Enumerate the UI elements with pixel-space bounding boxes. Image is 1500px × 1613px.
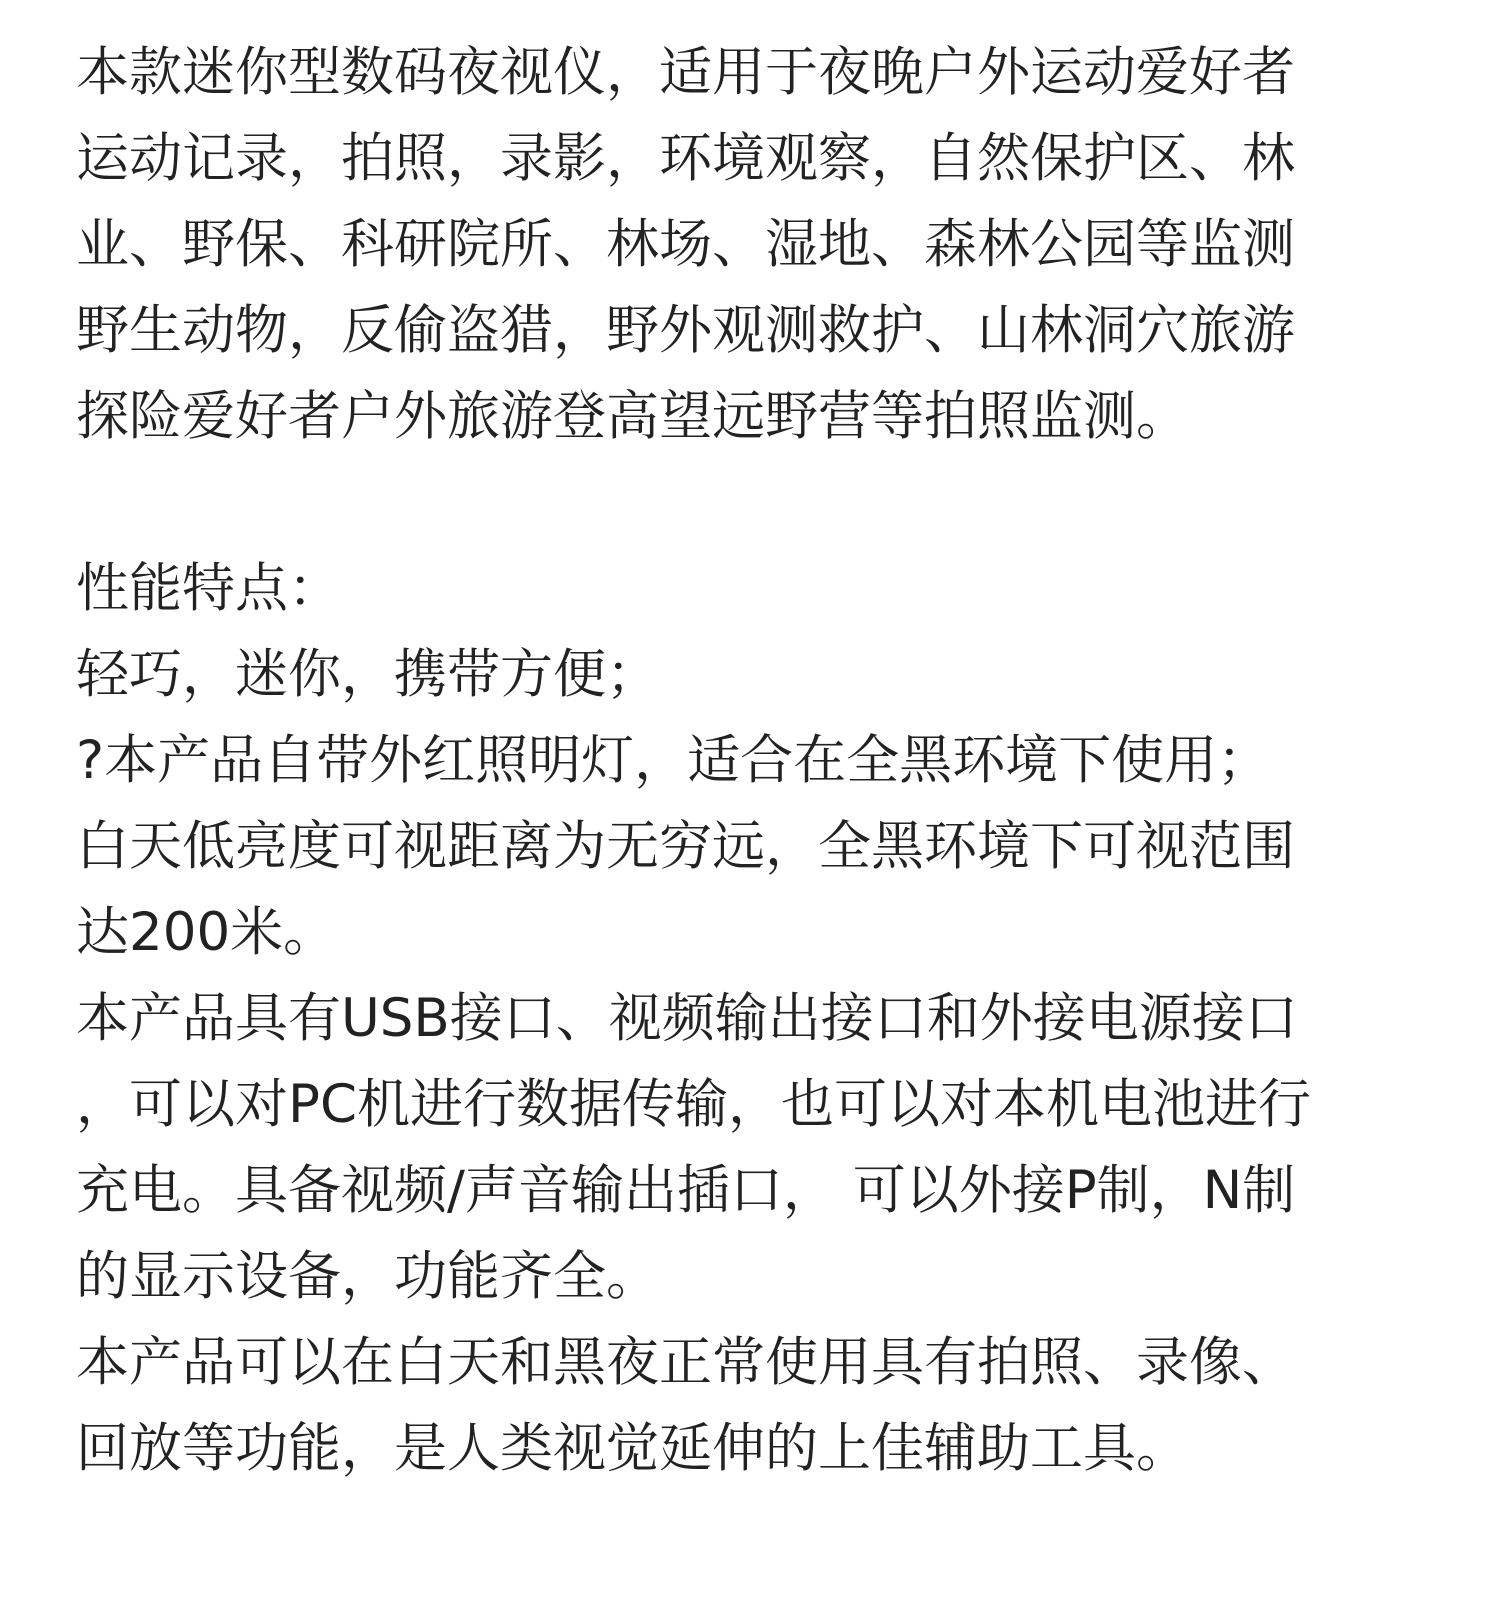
feature-line: 达200米。 [76, 902, 337, 963]
feature-line: 的显示设备，功能齐全。 [76, 1246, 659, 1307]
intro-line: 探险爱好者户外旅游登高望远野营等拍照监测。 [76, 386, 1189, 447]
intro-line: 野生动物，反偷盗猎，野外观测救护、山林洞穴旅游 [76, 300, 1295, 361]
feature-line: 轻巧，迷你，携带方便； [76, 644, 659, 705]
paragraph-spacer [76, 460, 1416, 546]
feature-line: ，可以对PC机进行数据传输，也可以对本机电池进行 [76, 1074, 1311, 1135]
feature-line: 充电。具备视频/声音输出插口， 可以外接P制，N制 [76, 1160, 1296, 1221]
intro-line: 本款迷你型数码夜视仪，适用于夜晚户外运动爱好者 [76, 42, 1295, 103]
features-heading: 性能特点： [76, 558, 341, 619]
feature-line: 本产品可以在白天和黑夜正常使用具有拍照、录像、 [76, 1332, 1295, 1393]
intro-line: 业、野保、科研院所、林场、湿地、森林公园等监测 [76, 214, 1295, 275]
feature-line: 本产品具有USB接口、视频输出接口和外接电源接口 [76, 988, 1298, 1049]
feature-line: 白天低亮度可视距离为无穷远，全黑环境下可视范围 [76, 816, 1295, 877]
intro-line: 运动记录，拍照，录影，环境观察，自然保护区、林 [76, 128, 1295, 189]
feature-line: 回放等功能，是人类视觉延伸的上佳辅助工具。 [76, 1418, 1189, 1479]
product-description [76, 30, 1416, 1492]
feature-line: ?本产品自带外红照明灯，适合在全黑环境下使用； [76, 730, 1271, 791]
